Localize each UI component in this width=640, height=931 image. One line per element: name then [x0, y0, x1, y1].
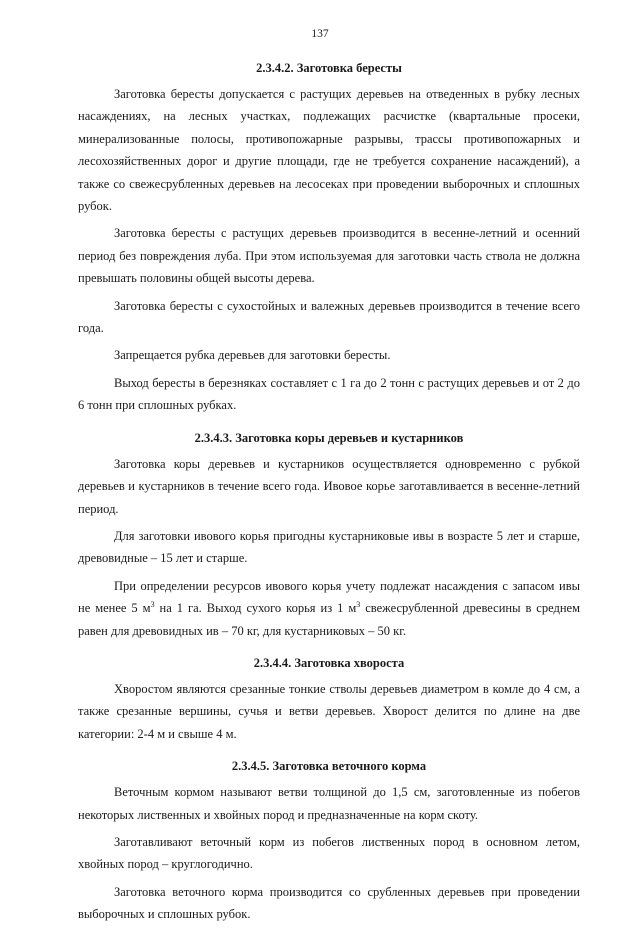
paragraph: Заготовка бересты с сухостойных и валежных деревьев производится в течение всего года.	[78, 298, 580, 336]
paragraph: Веточным кормом называют ветви толщиной до 1,5 см, заготовленные из побегов некоторых лиственных и хвойных пород и предназначенные на корм скоту.	[78, 785, 580, 822]
section-brushwood	[78, 654, 580, 745]
text-run: При определении ресурсов ивового корья учету подлежат насаждения с запасом ивы не менее 5 м	[78, 578, 580, 616]
section-heading: 2.3.4.5. Заготовка веточного корма	[231, 759, 427, 774]
section-birch-bark	[78, 59, 580, 417]
paragraph: Заготавливают веточный корм из побегов лиственных пород в основном летом, хвойных пород – круглогодично.	[78, 834, 580, 872]
superscript: 3	[150, 599, 155, 609]
section-heading: 2.3.4.2. Заготовка бересты	[256, 61, 402, 75]
section-heading: 2.3.4.4. Заготовка хвороста	[253, 655, 405, 670]
paragraph: Для заготовки ивового корья пригодны кустарниковые ивы в возрасте 5 лет и старше, древовидные – 15 лет и старше.	[78, 528, 580, 566]
page-number: 137	[311, 28, 329, 40]
section-bark	[78, 429, 580, 642]
paragraph: Заготовка коры деревьев и кустарников осуществляется одновременно с рубкой деревьев и кустарников в течение всего года. Ивовое корье заготавливается в весенне-летний период.	[78, 456, 580, 516]
document-body	[78, 59, 580, 931]
paragraph: Хворостом являются срезанные тонкие стволы деревьев диаметром в комле до 4 см, а также срезанные вершины, сучья и ветви деревьев. Хворост делится по длине на две категории: 2-4 м и свыше 4 м.	[78, 681, 580, 741]
paragraph: Заготовка веточного корма производится со срубленных деревьев при проведении выборочных и сплошных рубок.	[78, 884, 580, 922]
text-run: на 1 га. Выход сухого корья из 1 м	[154, 601, 357, 616]
section-branch-fodder	[78, 757, 580, 925]
paragraph: Выход бересты в березняках составляет с 1 га до 2 тонн с растущих деревьев и от 2 до 6 тонн при сплошных рубках.	[78, 375, 580, 413]
paragraph: Запрещается рубка деревьев для заготовки бересты.	[114, 348, 391, 363]
superscript: 3	[356, 599, 361, 609]
section-heading: 2.3.4.3. Заготовка коры деревьев и кустарников	[194, 430, 464, 445]
paragraph: Заготовка бересты с растущих деревьев производится в весенне-летний и осенний период без повреждения луба. При этом используемая для заготовки часть ствола не должна превышать половины общей высоты дерева.	[78, 226, 580, 286]
paragraph: Заготовка бересты допускается с растущих деревьев на отведенных в рубку лесных насаждениях, на лесных участках, подлежащих расчистке (квартальные просеки, минерализованные полосы, противопожарные разрывы, трассы противопожарных и лесохозяйственных дорог и другие площади, где не требуется сохранение насаждений), а также со свежесрубленных деревьев на лесосеках при проведении выборочных и сплошных рубок.	[78, 87, 580, 214]
paragraph-resources	[78, 575, 580, 642]
text-run: свежесрубленной древесины в среднем равен для древовидных ив – 70 кг, для кустарниковых – 50 кг.	[78, 601, 580, 638]
